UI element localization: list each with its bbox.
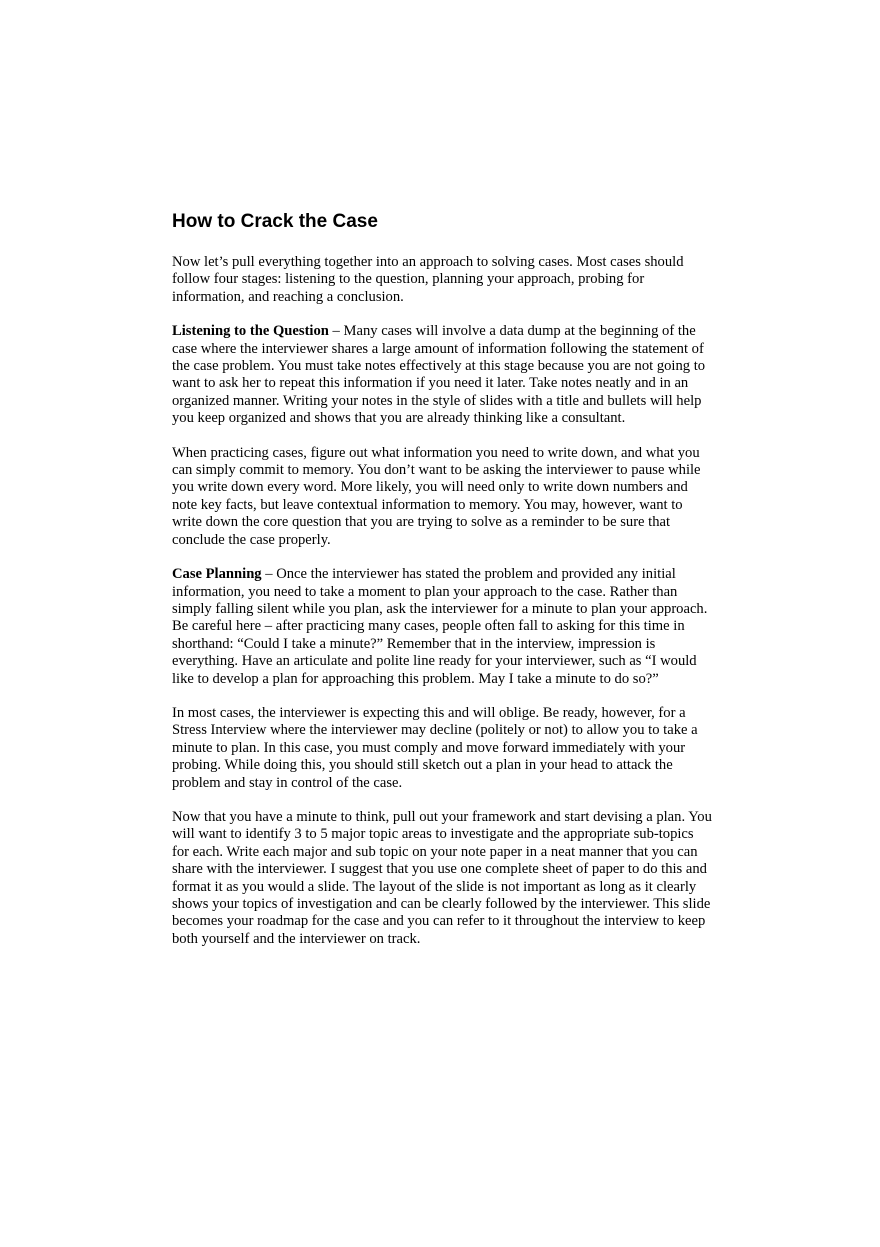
listening-text: – Many cases will involve a data dump at the beginning of the case where the interviewer shares a large amount of information following the statement of the case problem. You must take notes effectively at this stage because you are not going to want to ask her to repeat this information if you need it later. Take notes neatly and in an organized manner. Writing your notes in the style of slides with a title and bullets will help you keep organized and shows that you are already thinking like a consultant. (172, 323, 706, 427)
stress-interview-paragraph: In most cases, the interviewer is expecting this and will oblige. Be ready, however, for a Stress Interview where the interviewer may decline (politely or not) to allow you to take a minute to plan. In this case, you must comply and move forward immediately with your probing. While doing this, you should still sketch out a plan in your head to attack the problem and stay in control of the case. (172, 704, 698, 791)
listening-paragraph (172, 323, 712, 427)
planning-paragraph (172, 566, 712, 688)
document-body (172, 210, 712, 965)
framework-paragraph: Now that you have a minute to think, pull out your framework and start devising a plan. You will want to identify 3 to 5 major topic areas to investigate and the appropriate sub-topics for each. Write each major and sub topic on your note paper in a neat manner that you can share with the interviewer. I suggest that you use one complete sheet of paper to do this and format it as you would a slide. The layout of the slide is not important as long as it clearly shows your topics of investigation and can be clearly followed by the interviewer. This slide becomes your roadmap for the case and you can refer to it throughout the interview to keep both yourself and the interviewer on track. (172, 808, 712, 947)
planning-text: – Once the interviewer has stated the problem and provided any initial information, you need to take a moment to plan your approach to the case. Rather than simply falling silent while you plan, ask the interviewer for a minute to plan your approach. Be careful here – after practicing many cases, people often fall to asking for this time in shorthand: “Could I take a minute?” Remember that in the interview, impression is everything. Have an articulate and polite line ready for your interviewer, such as “I would like to develop a plan for approaching this problem. May I take a minute to do so?” (172, 566, 708, 687)
intro-paragraph: Now let’s pull everything together into an approach to solving cases. Most cases should follow four stages: listening to the question, planning your approach, probing for information, and reaching a conclusion. (172, 254, 684, 305)
page-title: How to Crack the Case (172, 211, 378, 232)
planning-heading: Case Planning (172, 566, 262, 583)
practicing-paragraph: When practicing cases, figure out what information you need to write down, and what you can simply commit to memory. You don’t want to be asking the interviewer to pause while you write down every word. More likely, you will need only to write down numbers and note key facts, but leave contextual information to memory. You may, however, want to write down the core question that you are trying to solve as a reminder to be sure that conclude the case properly. (172, 444, 701, 548)
listening-heading: Listening to the Question (172, 323, 329, 340)
